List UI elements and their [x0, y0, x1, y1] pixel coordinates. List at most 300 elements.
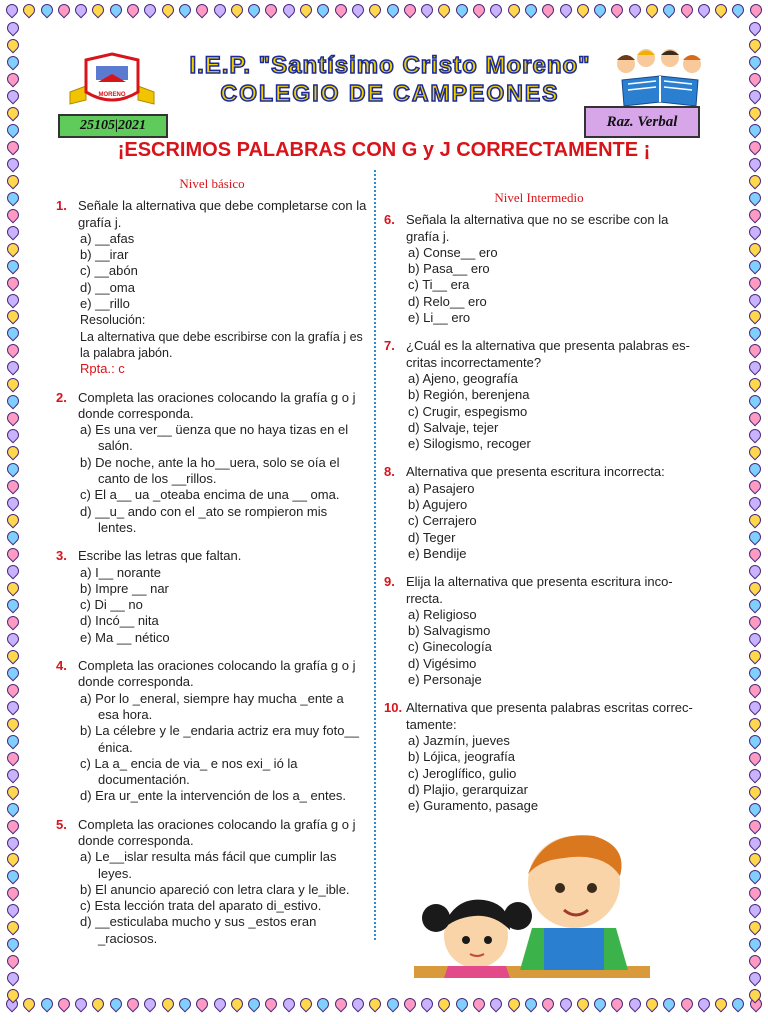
pencil-icon	[505, 2, 522, 19]
pencil-icon	[142, 996, 159, 1013]
pencil-icon	[5, 902, 22, 919]
pencil-icon	[107, 2, 124, 19]
question-option: a) Le__islar resulta más fácil que cumplir las leyes.	[80, 849, 337, 881]
pencil-icon	[747, 766, 764, 783]
pencil-icon	[5, 342, 22, 359]
pencil-icon	[5, 936, 22, 953]
pencil-icon	[5, 732, 22, 749]
pencil-icon	[349, 2, 366, 19]
question-body	[78, 817, 368, 947]
pencil-icon	[280, 996, 297, 1013]
pencil-icon	[5, 868, 22, 885]
question-text-line: donde corresponda.	[78, 674, 194, 690]
question-option: c) La a_ encia de via_ e nos exi_ ió la documentación.	[80, 755, 298, 788]
pencil-icon	[5, 240, 22, 257]
question-text-line: Completa las oraciones colocando la grafía g o j	[78, 389, 356, 405]
pencil-icon	[747, 189, 764, 206]
pencil-icon	[5, 410, 22, 427]
pencil-icon	[55, 2, 72, 19]
right-column	[384, 190, 694, 826]
question-number: 2.	[56, 389, 67, 405]
pencil-icon	[643, 2, 660, 19]
pencil-icon	[5, 172, 22, 189]
pencil-icon	[574, 996, 591, 1013]
pencil-icon	[176, 2, 193, 19]
question-text-line: grafía j.	[78, 214, 122, 230]
question-option: a) Pasajero	[408, 480, 475, 496]
question-item	[384, 464, 694, 562]
pencil-icon	[401, 2, 418, 19]
pencil-icon	[522, 996, 539, 1013]
pencil-icon	[5, 461, 22, 478]
question-text-line: donde corresponda.	[78, 832, 194, 848]
pencil-icon	[5, 495, 22, 512]
pencil-icon	[5, 70, 22, 87]
question-body	[78, 548, 368, 646]
pencil-icon	[747, 325, 764, 342]
top-border	[0, 4, 768, 26]
pencil-icon	[609, 996, 626, 1013]
pencil-icon	[5, 529, 22, 546]
pencil-icon	[747, 970, 764, 987]
pencil-icon	[747, 274, 764, 291]
pencil-icon	[747, 36, 764, 53]
pencil-icon	[747, 495, 764, 512]
pencil-icon	[574, 2, 591, 19]
question-text-line: Escribe las letras que faltan.	[78, 548, 242, 564]
pencil-icon	[747, 461, 764, 478]
pencil-icon	[349, 996, 366, 1013]
pencil-icon	[695, 2, 712, 19]
question-option: a) Conse__ ero	[408, 244, 498, 260]
pencil-icon	[747, 444, 764, 461]
pencil-icon	[5, 970, 22, 987]
pencil-icon	[419, 996, 436, 1013]
pencil-icon	[194, 2, 211, 19]
question-item	[384, 574, 694, 688]
question-option: c) Jeroglífico, gulio	[408, 765, 517, 781]
question-text-line: Alternativa que presenta palabras escritas correc-	[406, 700, 693, 716]
question-option: c) El a__ ua _oteaba encima de una __ oma.	[80, 487, 340, 503]
resolution-line: Resolución:	[80, 313, 146, 328]
pencil-icon	[713, 996, 730, 1013]
pencil-icon	[522, 2, 539, 19]
pencil-icon	[21, 2, 38, 19]
pencil-icon	[488, 2, 505, 19]
question-body	[78, 658, 368, 805]
pencil-icon	[5, 834, 22, 851]
question-item	[56, 198, 368, 377]
pencil-icon	[332, 2, 349, 19]
pencil-icon	[436, 996, 453, 1013]
pencil-icon	[678, 996, 695, 1013]
question-body	[78, 390, 368, 537]
level-heading-basic: Nivel básico	[179, 176, 245, 191]
pencil-icon	[332, 996, 349, 1013]
pencil-icon	[747, 512, 764, 529]
pencil-icon	[747, 613, 764, 630]
question-option: c) __abón	[80, 263, 138, 279]
pencil-icon	[747, 410, 764, 427]
answer-text: Rpta.: c	[80, 361, 125, 377]
question-option: c) Crugir, espegismo	[408, 403, 528, 419]
question-option: c) Esta lección trata del aparato di_estivo.	[80, 898, 322, 914]
question-option: b) La célebre y le _endaria actriz era muy foto__ énica.	[80, 723, 359, 755]
question-option: b) Pasa__ ero	[408, 261, 490, 277]
pencil-icon	[176, 996, 193, 1013]
pencil-icon	[211, 2, 228, 19]
svg-text:MORENO: MORENO	[98, 92, 126, 98]
question-option: e) Li__ ero	[408, 310, 471, 326]
pencil-icon	[5, 596, 22, 613]
question-option: d) Incó__ nita	[80, 613, 159, 629]
pencil-icon	[5, 546, 22, 563]
question-option: c) Cerrajero	[408, 513, 477, 529]
question-text-line: Señala la alternativa que no se escribe con la	[406, 212, 669, 228]
pencil-icon	[747, 902, 764, 919]
question-option: d) __esticulaba mucho y sus _estos eran _raciosos.	[80, 914, 317, 946]
question-option: e) Silogismo, recoger	[408, 436, 531, 452]
pencil-icon	[678, 2, 695, 19]
pencil-icon	[747, 936, 764, 953]
pencil-icon	[747, 478, 764, 495]
question-option: a) Religioso	[408, 606, 477, 622]
question-number: 10.	[384, 700, 403, 716]
pencil-icon	[747, 121, 764, 138]
right-border	[744, 22, 766, 1002]
question-item	[384, 700, 694, 814]
pencil-icon	[747, 868, 764, 885]
pencil-icon	[315, 996, 332, 1013]
pencil-icon	[5, 427, 22, 444]
pencil-icon	[747, 647, 764, 664]
kids-reading-illustration	[612, 46, 708, 110]
pencil-icon	[5, 563, 22, 580]
pencil-icon	[5, 189, 22, 206]
bottom-border	[0, 998, 768, 1020]
pencil-icon	[5, 681, 22, 698]
school-logo	[66, 52, 158, 108]
question-option: d) Era ur_ente la intervención de los a_ entes.	[80, 788, 346, 804]
pencil-icon	[540, 996, 557, 1013]
school-name: I.E.P. "Santísimo Cristo Moreno"	[189, 52, 591, 79]
pencil-icon	[5, 885, 22, 902]
question-item	[384, 212, 694, 326]
question-number: 9.	[384, 574, 395, 590]
pencil-icon	[747, 749, 764, 766]
question-body	[78, 198, 368, 377]
pencil-icon	[5, 325, 22, 342]
pencil-icon	[90, 2, 107, 19]
pencil-icon	[747, 546, 764, 563]
pencil-icon	[5, 104, 22, 121]
question-body	[406, 700, 694, 814]
pencil-icon	[5, 478, 22, 495]
question-option: a) Ajeno, geografía	[408, 370, 518, 386]
question-option: e) Ma __ nético	[80, 629, 170, 645]
pencil-icon	[747, 359, 764, 376]
pencil-icon	[436, 2, 453, 19]
pencil-icon	[747, 732, 764, 749]
pencil-icon	[419, 2, 436, 19]
pencil-icon	[246, 2, 263, 19]
question-option: a) Jazmín, jueves	[408, 732, 510, 748]
pencil-icon	[5, 223, 22, 240]
pencil-icon	[38, 996, 55, 1013]
question-text-line: donde corresponda.	[78, 405, 194, 421]
pencil-icon	[5, 512, 22, 529]
worksheet-title: ¡ESCRIMOS PALABRAS CON G y J CORRECTAMENTE ¡	[117, 139, 651, 161]
pencil-icon	[315, 2, 332, 19]
pencil-icon	[125, 996, 142, 1013]
pencil-icon	[747, 664, 764, 681]
pencil-icon	[747, 783, 764, 800]
question-text-line: tamente:	[406, 716, 457, 732]
question-text-line: critas incorrectamente?	[406, 354, 542, 370]
question-option: e) Bendije	[408, 545, 467, 561]
pencil-icon	[592, 996, 609, 1013]
question-option: c) Ti__ era	[408, 277, 470, 293]
pencil-icon	[263, 996, 280, 1013]
question-option: b) Salvagismo	[408, 623, 491, 639]
school-subtitle: COLEGIO DE CAMPEONES	[220, 80, 560, 106]
pencil-icon	[298, 2, 315, 19]
pencil-icon	[5, 817, 22, 834]
question-number: 5.	[56, 816, 67, 832]
pencil-icon	[592, 2, 609, 19]
pencil-icon	[4, 2, 21, 19]
pencil-icon	[747, 529, 764, 546]
question-number: 6.	[384, 212, 395, 228]
pencil-icon	[263, 2, 280, 19]
pencil-icon	[228, 2, 245, 19]
pencil-icon	[626, 2, 643, 19]
pencil-icon	[5, 715, 22, 732]
pencil-icon	[747, 987, 764, 1004]
pencil-icon	[747, 698, 764, 715]
pencil-icon	[626, 996, 643, 1013]
pencil-icon	[747, 2, 764, 19]
question-body	[406, 464, 694, 562]
question-option: b) Lójica, jeografía	[408, 749, 515, 765]
pencil-icon	[5, 308, 22, 325]
question-body	[406, 212, 694, 326]
pencil-icon	[5, 257, 22, 274]
pencil-icon	[747, 800, 764, 817]
question-number: 8.	[384, 464, 395, 480]
pencil-icon	[246, 996, 263, 1013]
question-option: d) Relo__ ero	[408, 293, 487, 309]
pencil-icon	[5, 206, 22, 223]
pencil-icon	[5, 444, 22, 461]
pencil-icon	[747, 596, 764, 613]
pencil-icon	[5, 579, 22, 596]
question-option: c) Ginecología	[408, 639, 492, 655]
question-option: e) Personaje	[408, 672, 482, 688]
pencil-icon	[367, 2, 384, 19]
column-divider	[374, 170, 376, 940]
pencil-icon	[5, 36, 22, 53]
question-option: b) __irar	[80, 247, 129, 263]
question-option: e) __rillo	[80, 296, 130, 312]
pencil-icon	[5, 274, 22, 291]
pencil-icon	[5, 647, 22, 664]
pencil-icon	[5, 613, 22, 630]
question-text-line: ¿Cuál es la alternativa que presenta palabras es-	[406, 338, 690, 354]
pencil-icon	[280, 2, 297, 19]
question-option: e) Guramento, pasage	[408, 798, 539, 814]
question-text-line: grafía j.	[406, 228, 450, 244]
pencil-icon	[747, 87, 764, 104]
pencil-icon	[401, 996, 418, 1013]
pencil-icon	[384, 2, 401, 19]
left-border	[2, 22, 24, 1002]
pencil-icon	[557, 996, 574, 1013]
question-option: a) Es una ver__ üenza que no haya tizas en el salón.	[80, 422, 349, 454]
pencil-icon	[747, 291, 764, 308]
pencil-icon	[298, 996, 315, 1013]
pencil-icon	[5, 919, 22, 936]
pencil-icon	[747, 376, 764, 393]
pencil-icon	[747, 342, 764, 359]
question-option: b) Agujero	[408, 497, 468, 513]
pencil-icon	[747, 919, 764, 936]
resolution-line: La alternativa que debe escribirse con la grafía j es	[80, 329, 363, 344]
question-option: d) __u_ ando con el _ato se rompieron mis lentes.	[80, 503, 328, 535]
question-option: a) I__ norante	[80, 564, 161, 580]
pencil-icon	[38, 2, 55, 19]
pencil-icon	[747, 257, 764, 274]
pencil-icon	[713, 2, 730, 19]
question-text-line: rrecta.	[406, 590, 443, 606]
question-text-line: Alternativa que presenta escritura incorrecta:	[406, 464, 665, 480]
question-option: c) Di __ no	[80, 597, 143, 613]
pencil-icon	[747, 53, 764, 70]
pencil-icon	[73, 996, 90, 1013]
question-option: b) Impre __ nar	[80, 580, 169, 596]
question-item	[56, 390, 368, 537]
question-option: b) El anuncio apareció con letra clara y le_ible.	[80, 881, 350, 897]
pencil-icon	[5, 376, 22, 393]
pencil-icon	[747, 953, 764, 970]
pencil-icon	[142, 2, 159, 19]
resolution-line: la palabra jabón.	[80, 345, 173, 360]
pencil-icon	[747, 70, 764, 87]
question-text-line: Elija la alternativa que presenta escritura inco-	[406, 574, 673, 590]
pencil-icon	[125, 2, 142, 19]
pencil-icon	[488, 996, 505, 1013]
pencil-icon	[505, 996, 522, 1013]
question-option: a) Por lo _eneral, siempre hay mucha _ente a esa hora.	[80, 690, 344, 722]
pencil-icon	[661, 996, 678, 1013]
pencil-icon	[747, 427, 764, 444]
pencil-icon	[747, 393, 764, 410]
left-column	[56, 176, 368, 959]
pencil-icon	[73, 2, 90, 19]
pencil-icon	[747, 681, 764, 698]
question-number: 4.	[56, 658, 67, 674]
pencil-icon	[747, 206, 764, 223]
pencil-icon	[384, 996, 401, 1013]
pencil-icon	[540, 2, 557, 19]
question-option: b) Región, berenjena	[408, 387, 530, 403]
pencil-icon	[557, 2, 574, 19]
question-item	[56, 548, 368, 646]
date-badge: 25105|2021	[58, 114, 168, 138]
pencil-icon	[747, 172, 764, 189]
question-body	[406, 574, 694, 688]
pencil-icon	[471, 2, 488, 19]
pencil-icon	[747, 715, 764, 732]
question-text-line: Señale la alternativa que debe completarse con la	[78, 198, 367, 214]
question-number: 7.	[384, 338, 395, 354]
pencil-icon	[5, 664, 22, 681]
pencil-icon	[747, 104, 764, 121]
pencil-icon	[5, 800, 22, 817]
pencil-icon	[453, 996, 470, 1013]
pencil-icon	[5, 851, 22, 868]
pencil-icon	[661, 2, 678, 19]
question-body	[406, 338, 694, 452]
pencil-icon	[5, 20, 22, 37]
pencil-icon	[471, 996, 488, 1013]
question-option: a) __afas	[80, 230, 135, 246]
pencil-icon	[159, 2, 176, 19]
pencil-icon	[747, 20, 764, 37]
pencil-icon	[5, 783, 22, 800]
pencil-icon	[730, 2, 747, 19]
pencil-icon	[5, 53, 22, 70]
kids-illustration	[414, 830, 650, 980]
pencil-icon	[211, 996, 228, 1013]
pencil-icon	[747, 817, 764, 834]
pencil-icon	[5, 749, 22, 766]
pencil-icon	[747, 223, 764, 240]
pencil-icon	[159, 996, 176, 1013]
pencil-icon	[228, 996, 245, 1013]
subject-badge: Raz. Verbal	[584, 106, 700, 138]
question-item	[56, 817, 368, 947]
pencil-icon	[609, 2, 626, 19]
pencil-icon	[5, 291, 22, 308]
pencil-icon	[747, 579, 764, 596]
pencil-icon	[747, 240, 764, 257]
pencil-icon	[367, 996, 384, 1013]
question-option: d) Teger	[408, 529, 456, 545]
pencil-icon	[107, 996, 124, 1013]
pencil-icon	[5, 698, 22, 715]
question-item	[384, 338, 694, 452]
question-option: d) Salvaje, tejer	[408, 419, 499, 435]
pencil-icon	[747, 834, 764, 851]
question-number: 3.	[56, 548, 67, 564]
pencil-icon	[747, 885, 764, 902]
question-text-line: Completa las oraciones colocando la grafía g o j	[78, 816, 356, 832]
pencil-icon	[5, 953, 22, 970]
pencil-icon	[747, 851, 764, 868]
question-option: d) Plajio, gerarquizar	[408, 781, 528, 797]
question-option: d) Vigésimo	[408, 655, 477, 671]
pencil-icon	[194, 996, 211, 1013]
pencil-icon	[747, 630, 764, 647]
pencil-icon	[5, 393, 22, 410]
pencil-icon	[5, 121, 22, 138]
pencil-icon	[5, 987, 22, 1004]
pencil-icon	[5, 87, 22, 104]
pencil-icon	[5, 359, 22, 376]
pencil-icon	[643, 996, 660, 1013]
pencil-icon	[5, 630, 22, 647]
